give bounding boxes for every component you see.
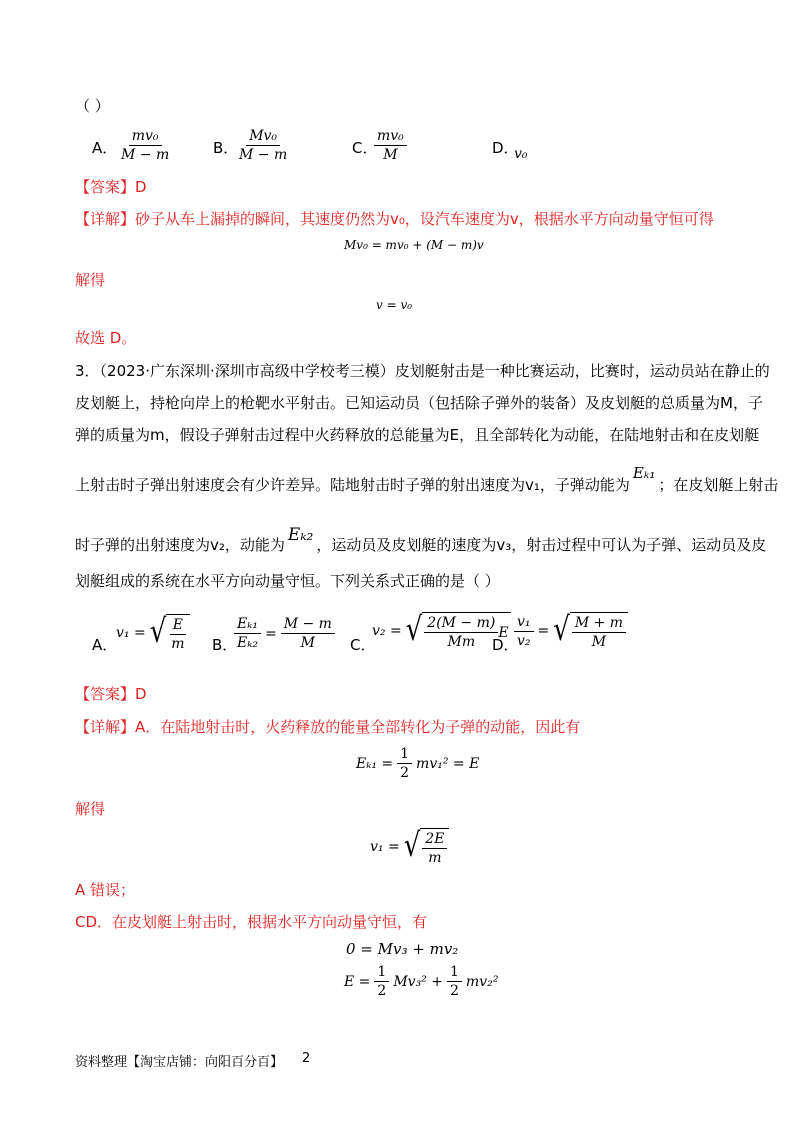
q2-equation-1: Mv₀ = mv₀ + (M − m)v xyxy=(344,238,484,252)
option-b-formula: $\frac{\text{Mv₀}}{M - m}$ xyxy=(239,128,288,163)
q3-cd-detail: CD．在皮划艇上射击时，根据水平方向动量守恒，有 xyxy=(75,913,428,931)
q3-option-b-letter: B． xyxy=(212,636,238,654)
q2-equation-2: v = v₀ xyxy=(376,298,413,312)
option-c-formula: $\frac{\text{mv₀}}{M}$ xyxy=(374,128,407,163)
q3-option-d-formula: $\frac{\text{v₁}}{\text{v₂}}$ = √ $\frac{M + m}{M}$ xyxy=(514,612,628,650)
q3-line-1: 3．（2023·广东深圳·深圳市高级中学校考三模）皮划艇射击是一种比赛运动，比赛时，运动员站在静止的 xyxy=(75,362,770,380)
q3-option-b-formula: $\frac{\text{Eₖ₁}}{\text{Eₖ₂}}$ = $\frac{M - m}{M}$ xyxy=(234,616,335,651)
q3-a-wrong: A 错误； xyxy=(75,881,136,899)
answer-blank: （ ） xyxy=(75,97,110,115)
q3-answer: 【答案】D xyxy=(75,685,147,703)
option-b-letter: B． xyxy=(213,139,239,157)
q3-equation-1: Eₖ₁ = $\frac{1}{2}$ mv₁² = E xyxy=(356,746,480,781)
q3-equation-3: 0 = Mv₃ + mv₂ xyxy=(346,940,459,958)
q2-conclusion: 故选 D。 xyxy=(75,329,137,347)
q3-option-c-formula: v₂ = √ $\frac{2(M - m)}{Mm}$ E xyxy=(372,611,509,650)
q3-option-d-letter: D． xyxy=(492,636,519,654)
q3-option-c-letter: C． xyxy=(350,636,376,654)
q3-option-a-letter: A． xyxy=(92,636,118,654)
q3-option-a-formula: v₁ = √ $\frac{E}{m}$ xyxy=(116,614,190,652)
q3-equation-2: v₁ = √ $\frac{2E}{m}$ xyxy=(370,828,449,866)
option-c-letter: C． xyxy=(352,139,378,157)
q3-solve-label: 解得 xyxy=(75,800,106,818)
q3-line-5: 时子弹的出射速度为v₂，动能为 Eₖ₂ ，运动员及皮划艇的速度为v₃，射击过程中可认为子弹、运动员及皮 xyxy=(75,525,767,554)
q3-line-6: 划艇组成的系统在水平方向动量守恒。下列关系式正确的是（ ） xyxy=(75,572,500,590)
option-a-formula: $\frac{\text{mv₀}}{M - m}$ xyxy=(121,128,170,163)
q2-detail: 【详解】砂子从车上漏掉的瞬间，其速度仍然为v₀，设汽车速度为v，根据水平方向动量守恒可得 xyxy=(75,210,714,228)
option-a-letter: A． xyxy=(92,139,118,157)
footer-text: 资料整理【淘宝店铺：向阳百分百】 xyxy=(75,1055,284,1070)
q3-line-2: 皮划艇上，持枪向岸上的枪靶水平射击。已知运动员（包括除子弹外的装备）及皮划艇的总质量为M，子 xyxy=(75,394,763,412)
q3-equation-4: E = $\frac{1}{2}$ Mv₃² + $\frac{1}{2}$ mv₂² xyxy=(344,964,499,999)
q2-solve-label: 解得 xyxy=(75,271,106,289)
option-d-formula: v₀ xyxy=(514,146,528,162)
page-number: 2 xyxy=(302,1051,311,1066)
q3-line-3: 弹的质量为m，假设子弹射击过程中火药释放的总能量为E，且全部转化为动能，在陆地射击和在皮划艇 xyxy=(75,426,760,444)
option-d-letter: D． xyxy=(492,139,519,157)
q2-answer: 【答案】D xyxy=(75,178,147,196)
q3-detail: 【详解】A．在陆地射击时，火药释放的能量全部转化为子弹的动能，因此有 xyxy=(75,718,581,736)
q3-line-4: 上射击时子弹出射速度会有少许差异。陆地射击时子弹的射出速度为v₁，子弹动能为Eₖ₁；在皮划艇上射击 xyxy=(75,464,779,494)
